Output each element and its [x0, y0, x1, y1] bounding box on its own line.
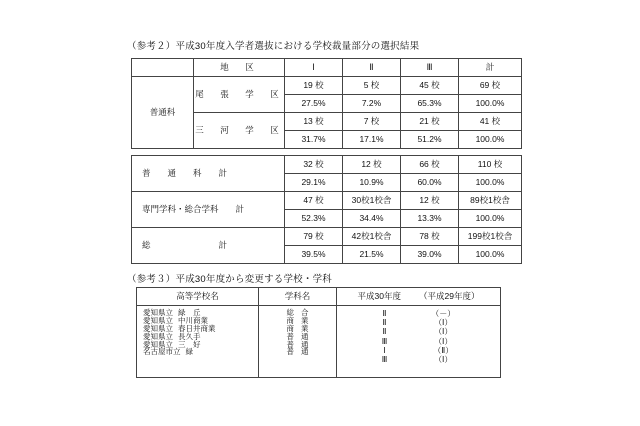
header-cell-school-name: 高等学校名 — [137, 288, 259, 306]
cell-futsuka-total-percent-2: 10.9% — [343, 174, 401, 192]
cell-year-values — [337, 306, 501, 378]
school-name: 中川商業 — [178, 315, 208, 325]
list-item: Ⅲ — [381, 354, 388, 364]
list-item: 通 — [301, 347, 309, 357]
list-item: （－） — [431, 309, 456, 318]
list-item: 業 — [301, 323, 309, 333]
school-prefix: 名古屋市立 — [143, 347, 181, 357]
header-cell-type-3: Ⅲ — [401, 59, 459, 77]
table-row — [132, 156, 522, 174]
header-cell-blank — [132, 59, 194, 77]
cell-futsuka-total-percent-3: 60.0% — [401, 174, 459, 192]
cell-grand-percent-3: 39.0% — [401, 246, 459, 264]
list-item: Ⅲ — [381, 336, 388, 346]
school-prefix: 愛知県立 — [143, 308, 173, 317]
school-prefix: 愛知県立 — [143, 323, 173, 333]
list-item: Ⅱ — [382, 327, 387, 337]
cell-futsuka-total-count-total: 110 校 — [459, 156, 522, 174]
cell-mikawa-percent-3: 51.2% — [401, 131, 459, 149]
table-row — [132, 192, 522, 210]
cell-senmon-count-total: 89校1校舎 — [459, 192, 522, 210]
table-changed-schools — [136, 287, 501, 378]
list-item: Ⅰ — [383, 345, 386, 355]
list-item: 普 — [286, 347, 294, 357]
cell-mikawa-percent-total: 100.0% — [459, 131, 522, 149]
cell-grand-percent-total: 100.0% — [459, 246, 522, 264]
table-row — [132, 77, 522, 95]
header-cell-type-2: Ⅱ — [343, 59, 401, 77]
cell-mikawa-count-2: 7 校 — [343, 113, 401, 131]
cell-owari-count-2: 5 校 — [343, 77, 401, 95]
cell-owari-percent-2: 7.2% — [343, 95, 401, 113]
year-value-lists — [337, 309, 500, 364]
section-title-reference-3: （参考３）平成30年度から変更する学校・学科 — [127, 274, 332, 285]
year29-value-list — [431, 309, 455, 364]
table-totals — [131, 155, 522, 264]
cell-grand-count-2: 42校1校舎 — [343, 228, 401, 246]
list-item: 普 — [286, 331, 294, 341]
cell-senmon-count-2: 30校1校舎 — [343, 192, 401, 210]
cell-senmon-count-1: 47 校 — [285, 192, 343, 210]
district-label-owari: 尾 張 学 区 — [194, 77, 285, 113]
list-item: 合 — [301, 308, 309, 317]
table-row — [137, 306, 501, 378]
list-item: （Ⅰ） — [434, 354, 453, 364]
cell-mikawa-count-3: 21 校 — [401, 113, 459, 131]
cell-mikawa-count-1: 13 校 — [285, 113, 343, 131]
list-item: （Ⅱ） — [433, 345, 454, 355]
cell-futsuka-total-percent-1: 29.1% — [285, 174, 343, 192]
cell-grand-percent-2: 21.5% — [343, 246, 401, 264]
cell-senmon-percent-total: 100.0% — [459, 210, 522, 228]
cell-futsuka-total-count-1: 32 校 — [285, 156, 343, 174]
cell-grand-percent-1: 39.5% — [285, 246, 343, 264]
school-prefix: 愛知県立 — [143, 315, 173, 325]
header-cell-department-name: 学科名 — [259, 288, 337, 306]
school-name-list — [137, 309, 258, 356]
list-item: 通 — [301, 331, 309, 341]
school-prefix: 愛知県立 — [143, 331, 173, 341]
header-cell-type-1: Ⅰ — [285, 59, 343, 77]
school-name: 緑 丘 — [178, 308, 201, 317]
cell-senmon-percent-2: 34.4% — [343, 210, 401, 228]
cell-futsuka-total-count-2: 12 校 — [343, 156, 401, 174]
cell-school-names — [137, 306, 259, 378]
rowlabel-senmon-sogo-total: 専門学科・総合学科 計 — [132, 192, 285, 228]
school-name: 三 好 — [178, 339, 201, 349]
header-cell-district: 地 区 — [194, 59, 285, 77]
cell-grand-count-1: 79 校 — [285, 228, 343, 246]
year30-value-list — [382, 309, 388, 364]
cell-senmon-count-3: 12 校 — [401, 192, 459, 210]
cell-senmon-percent-1: 52.3% — [285, 210, 343, 228]
cell-senmon-percent-3: 13.3% — [401, 210, 459, 228]
list-item: 総 — [286, 308, 294, 317]
cell-futsuka-total-percent-total: 100.0% — [459, 174, 522, 192]
cell-mikawa-count-total: 41 校 — [459, 113, 522, 131]
list-item: （Ⅰ） — [434, 336, 453, 346]
cell-mikawa-percent-1: 31.7% — [285, 131, 343, 149]
cell-owari-percent-1: 27.5% — [285, 95, 343, 113]
cell-owari-count-3: 45 校 — [401, 77, 459, 95]
department-column-first-char — [287, 309, 295, 356]
cell-grand-count-3: 78 校 — [401, 228, 459, 246]
rowlabel-futsuka-total: 普 通 科 計 — [132, 156, 285, 192]
table-header-row — [137, 288, 501, 306]
list-item: 業 — [301, 315, 309, 325]
list-item: 通 — [301, 339, 309, 349]
table-row — [132, 228, 522, 246]
list-item — [143, 348, 193, 356]
cell-owari-count-total: 69 校 — [459, 77, 522, 95]
list-item: （Ⅰ） — [434, 327, 453, 337]
table-schools-by-district — [131, 58, 522, 149]
list-item: 普 — [286, 339, 294, 349]
header-cell-years — [337, 288, 501, 306]
list-item: 商 — [286, 315, 294, 325]
list-item: （Ⅰ） — [434, 318, 453, 328]
department-list — [259, 309, 336, 356]
school-name: 長久手 — [178, 331, 201, 341]
list-item: 商 — [286, 323, 294, 333]
header-label-year30: 平成30年度 — [357, 290, 401, 301]
cell-futsuka-total-count-3: 66 校 — [401, 156, 459, 174]
district-label-mikawa: 三 河 学 区 — [194, 113, 285, 149]
cell-owari-percent-3: 65.3% — [401, 95, 459, 113]
group-label-futsuka: 普通科 — [132, 77, 194, 149]
list-item: Ⅱ — [382, 309, 387, 318]
school-name: 春日井商業 — [178, 323, 216, 333]
header-label-year29: （平成29年度） — [419, 290, 480, 301]
cell-grand-count-total: 199校1校舎 — [459, 228, 522, 246]
table-header-row — [132, 59, 522, 77]
cell-owari-percent-total: 100.0% — [459, 95, 522, 113]
cell-department-names — [259, 306, 337, 378]
header-cell-total: 計 — [459, 59, 522, 77]
list-item: Ⅱ — [382, 318, 387, 328]
school-prefix: 愛知県立 — [143, 339, 173, 349]
school-name: 緑 — [185, 347, 193, 357]
cell-owari-count-1: 19 校 — [285, 77, 343, 95]
cell-mikawa-percent-2: 17.1% — [343, 131, 401, 149]
rowlabel-grand-total: 総 計 — [132, 228, 285, 264]
section-title-reference-2: （参考２）平成30年度入学者選抜における学校裁量部分の選択結果 — [127, 41, 420, 52]
department-column-second-char — [301, 309, 309, 356]
